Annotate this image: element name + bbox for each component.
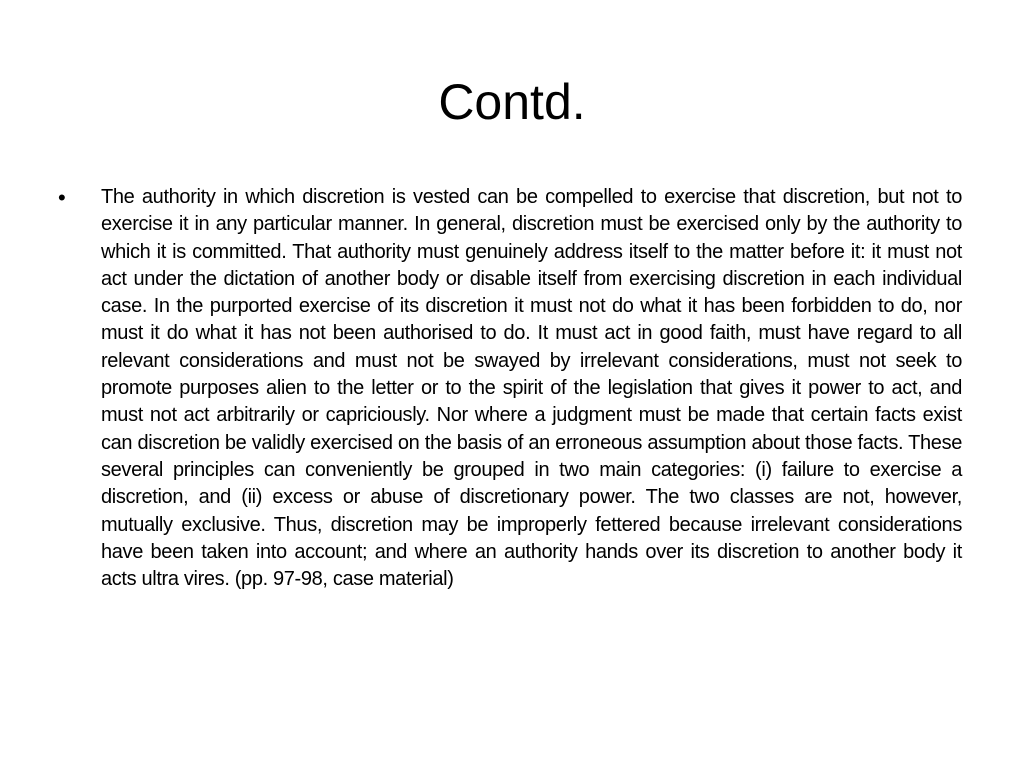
bullet-list [58, 184, 962, 593]
bullet-text: The authority in which discretion is vested can be compelled to exercise that discretion, but not to exercise it in any particular manner. In general, discretion must be exercised only by the authority to which it is committed. That authority must genuinely address itself to the matter before it: it must not act under the dictation of another body or disable itself from exercising discretion in each individual case. In the purported exercise of its discretion it must not do what it has been forbidden to do, nor must it do what it has not been authorised to do. It must act in good faith, must have regard to all relevant considerations and must not be swayed by irrelevant considerations, must not seek to promote purposes alien to the letter or to the spirit of the legislation that gives it power to act, and must not act arbitrarily or capriciously. Nor where a judgment must be made that certain facts exist can discretion be validly exercised on the basis of an erroneous assumption about those facts. These several principles can conveniently be grouped in two main categories: (i) failure to exercise a discretion, and (ii) excess or abuse of discretionary power. The two classes are not, however, mutually exclusive. Thus, discretion may be improperly fettered because irrelevant considerations have been taken into account; and where an authority hands over its discretion to another body it acts ultra vires. (pp. 97-98, case material) [101, 186, 962, 591]
slide-title: Contd. [438, 74, 586, 130]
bullet-marker: • [58, 185, 66, 210]
bullet-item [58, 184, 962, 593]
